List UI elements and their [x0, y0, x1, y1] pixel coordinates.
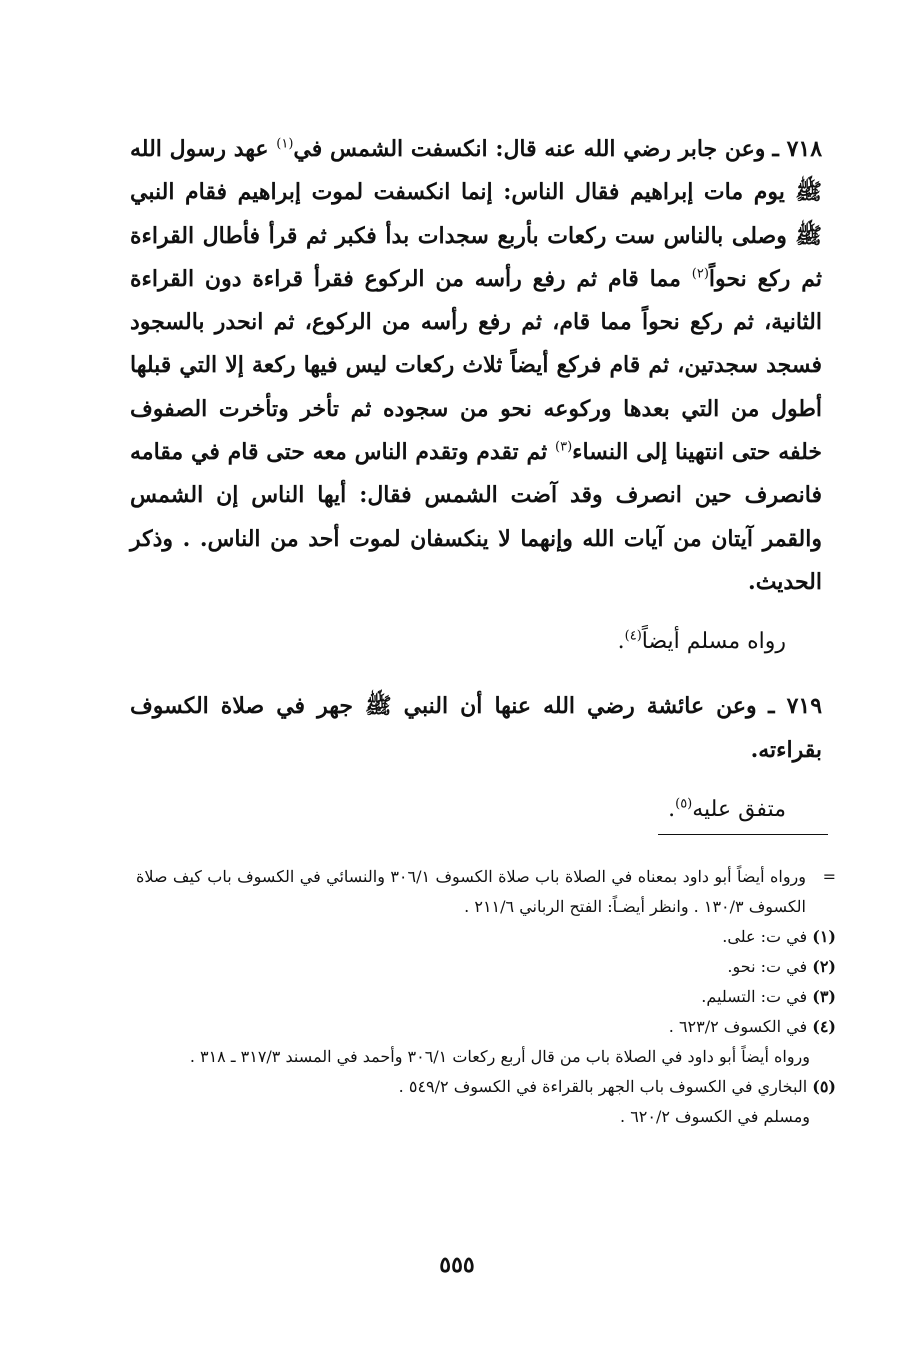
hadith-number: ٧١٨ ـ	[772, 136, 823, 162]
footnote-number: (٣)	[812, 987, 836, 1006]
hadith-number: ٧١٩ ـ	[768, 693, 823, 720]
footnote-5	[136, 1072, 836, 1102]
footnote-2	[136, 952, 836, 982]
footnote-text: البخاري في الكسوف باب الجهر بالقراءة في الكسوف ٥٤٩/٢ .	[398, 1077, 808, 1096]
source-text: متفق عليه	[692, 796, 786, 822]
footnote-text: في ت: على.	[722, 927, 808, 946]
footnote-1	[136, 922, 836, 952]
hadith-718	[130, 128, 822, 604]
footnotes	[136, 862, 836, 1132]
footnote-5-continuation: ومسلم في الكسوف ٦٢٠/٢ .	[620, 1107, 810, 1126]
footnote-ref-5[interactable]: (٥)	[675, 796, 693, 812]
footnote-number: (٢)	[812, 957, 836, 976]
footnote-ref-1[interactable]: (١)	[276, 136, 294, 152]
footnote-ref-4[interactable]: (٤)	[624, 628, 642, 644]
hadith-718-source	[130, 620, 786, 663]
continuation-text: ورواه أيضاً أبو داود بمعناه في الصلاة باب صلاة الكسوف ٣٠٦/١ والنسائي في الكسوف باب كيف صلاة الكسوف ١٣٠/٣ . وانظر أيضـاً: الفتح الرباني ٢١١/٦ .	[136, 867, 806, 916]
page-number: ٥٥٥	[439, 1252, 475, 1278]
footnote-text: في الكسوف ٦٢٣/٢ .	[668, 1017, 808, 1036]
continuation-marker: =	[822, 867, 836, 886]
footnote-ref-2[interactable]: (٢)	[691, 266, 709, 282]
footnote-number: (١)	[812, 927, 836, 946]
hadith-intro: وعن عائشة رضي الله عنها	[494, 693, 757, 720]
source-text: رواه مسلم أيضاً	[641, 629, 786, 655]
source-end: .	[617, 629, 625, 655]
hadith-text-part-2: مما قام ثم رفع رأسه من الركوع فقرأ قراءة دون القراءة الثانية، ثم ركع نحواً مما قام، ثم رفع رأسه من الركوع، ثم انحدر بالسجود فسجد سجدتين، ثم قام فركع أيضاً ثلاث ركعات ليس فيها ركعة إلا التي قبلها أطول من التي بعدها وركوعه نحو من سجوده ثم تأخر وتأخرت الصفوف خلفه حتى انتهينا إلى النساء	[130, 265, 822, 466]
footnote-number: (٤)	[812, 1017, 836, 1036]
main-text	[130, 128, 822, 853]
hadith-719-source	[130, 788, 786, 831]
footnote-number: (٥)	[812, 1077, 836, 1096]
hadith-719	[130, 685, 822, 772]
source-end: .	[668, 796, 676, 822]
footnote-4	[136, 1012, 836, 1042]
footnote-ref-3[interactable]: (٣)	[555, 439, 573, 455]
footnote-separator	[658, 834, 828, 835]
footnote-text: في ت: نحو.	[727, 957, 808, 976]
footnote-3	[136, 982, 836, 1012]
footnote-continuation	[136, 862, 836, 922]
hadith-text: أن النبي ﷺ جهر في صلاة الكسوف بقراءته.	[130, 693, 822, 763]
hadith-intro: وعن جابر رضي الله عنه قال: انكسفت الشمس في	[293, 136, 766, 162]
footnote-text: في ت: التسليم.	[701, 987, 808, 1006]
hadith-text-part-3: ثم تقدم وتقدم الناس معه حتى قام في مقامه فانصرف حين انصرف وقد آضت الشمس فقال: أيها الناس إن الشمس والقمر آيتان من آيات الله وإنهما لا ينكسفان لموت أحد من الناس. . وذكر الحديث.	[130, 439, 822, 595]
hadith-text-part-1: عهد رسول الله ﷺ يوم مات إبراهيم فقال الناس: إنما انكسفت لموت إبراهيم فقام النبي ﷺ وصلى بالناس ست ركعات بأربع سجدات بدأ فكبر ثم قرأ فأطال القراءة ثم ركع نحواً	[130, 136, 822, 292]
footnote-4-continuation: ورواه أيضاً أبو داود في الصلاة باب من قال أربع ركعات ٣٠٦/١ وأحمد في المسند ٣١٧/٣ ـ ٣١٨ .	[189, 1047, 810, 1066]
